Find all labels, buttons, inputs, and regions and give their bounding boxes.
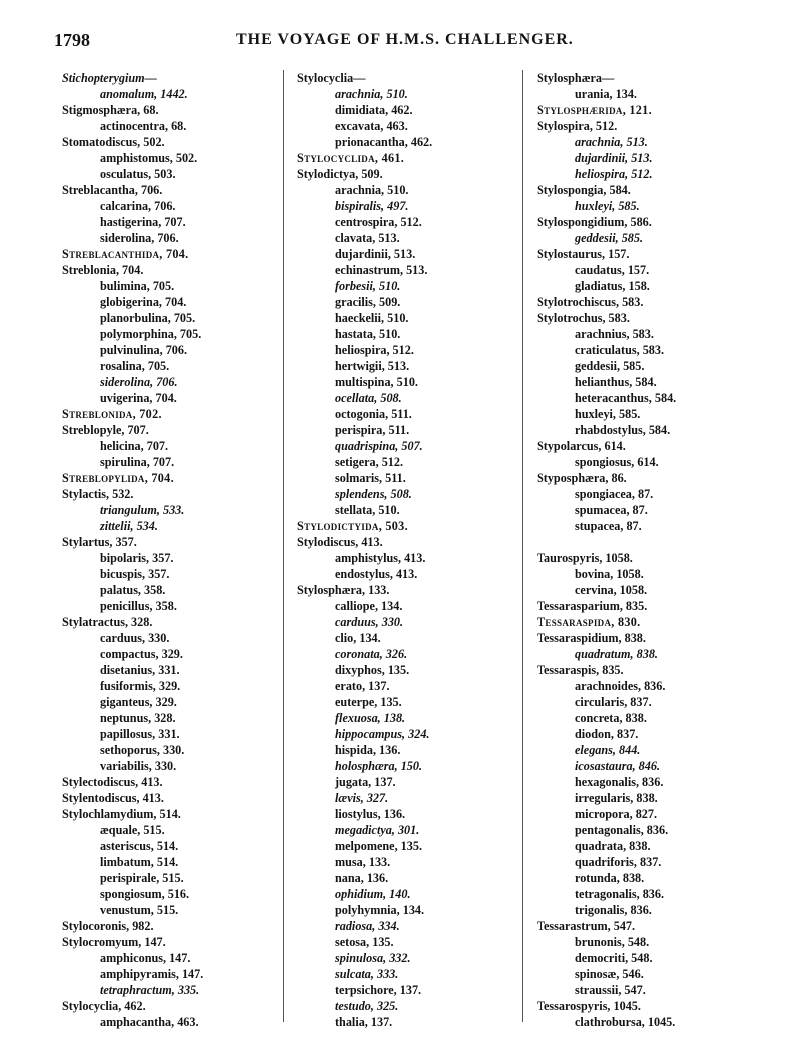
species-entry: octogonia, 511. [335,407,412,421]
species-entry: carduus, 330. [335,615,404,629]
species-entry: flexuosa, 138. [335,711,406,725]
species-entry: dujardinii, 513. [335,247,416,261]
genus-entry: Stylartus, 357. [62,535,137,549]
species-entry: setosa, 135. [335,935,394,949]
genus-entry: Stylosphæra— [537,71,615,85]
species-entry: geddesii, 585. [575,359,645,373]
species-entry: perispira, 511. [335,423,410,437]
species-entry: radiosa, 334. [335,919,400,933]
species-entry: giganteus, 329. [100,695,177,709]
species-entry: clavata, 513. [335,231,400,245]
species-entry: stupacea, 87. [575,519,642,533]
species-entry: sethoporus, 330. [100,743,185,757]
species-entry: papillosus, 331. [100,727,180,741]
species-entry: prionacantha, 462. [335,135,433,149]
species-entry: gracilis, 509. [335,295,401,309]
genus-entry: Stylospira, 512. [537,119,618,133]
column-divider-1 [283,70,284,1022]
genus-entry: Stylentodiscus, 413. [62,791,164,805]
species-entry: endostylus, 413. [335,567,418,581]
genus-entry: Taurospyris, 1058. [537,551,633,565]
species-entry: hexagonalis, 836. [575,775,664,789]
species-entry: spongiosus, 614. [575,455,659,469]
species-entry: siderolina, 706. [100,375,178,389]
species-entry: arachnia, 510. [335,87,408,101]
species-entry: triangulum, 533. [100,503,185,517]
species-entry: sulcata, 333. [335,967,399,981]
species-entry: rotunda, 838. [575,871,645,885]
species-entry: ocellata, 508. [335,391,402,405]
species-entry: democriti, 548. [575,951,653,965]
species-entry: clathrobursa, 1045. [575,1015,676,1029]
species-entry: quadratum, 838. [575,647,658,661]
species-entry: venustum, 515. [100,903,179,917]
index-column-2 [297,70,522,1030]
species-entry: concreta, 838. [575,711,647,725]
species-entry: jugata, 137. [335,775,396,789]
genus-entry: Tessarospyris, 1045. [537,999,641,1013]
species-entry: urania, 134. [575,87,637,101]
species-entry: melpomene, 135. [335,839,422,853]
species-entry: ophidium, 140. [335,887,411,901]
species-entry: hastata, 510. [335,327,401,341]
genus-entry: Stylocromyum, 147. [62,935,166,949]
genus-entry: Stomatodiscus, 502. [62,135,165,149]
species-entry: straussii, 547. [575,983,646,997]
species-entry: bulimina, 705. [100,279,175,293]
species-entry: erato, 137. [335,679,390,693]
genus-entry: Stylocyclia— [297,71,366,85]
species-entry: pulvinulina, 706. [100,343,188,357]
column-divider-2 [522,70,523,1022]
species-entry: calcarina, 706. [100,199,176,213]
species-entry: bipolaris, 357. [100,551,174,565]
species-entry: amphipyramis, 147. [100,967,204,981]
species-entry: haeckelii, 510. [335,311,409,325]
genus-entry: Stylochlamydium, 514. [62,807,181,821]
species-entry: carduus, 330. [100,631,170,645]
species-entry: lævis, 327. [335,791,389,805]
species-entry: fusiformis, 329. [100,679,181,693]
species-entry: musa, 133. [335,855,391,869]
species-entry: compactus, 329. [100,647,183,661]
species-entry: testudo, 325. [335,999,399,1013]
species-entry: clio, 134. [335,631,381,645]
species-entry: rosalina, 705. [100,359,170,373]
species-entry: bicuspis, 357. [100,567,170,581]
family-entry: Stylodictyida, 503. [297,519,408,533]
species-entry: megadictya, 301. [335,823,420,837]
species-entry: centrospira, 512. [335,215,422,229]
species-entry: cervina, 1058. [575,583,648,597]
species-entry: æquale, 515. [100,823,165,837]
species-entry: trigonalis, 836. [575,903,652,917]
species-entry: spongiacea, 87. [575,487,654,501]
species-entry: amphiconus, 147. [100,951,191,965]
species-entry: uvigerina, 704. [100,391,177,405]
species-entry: amphacantha, 463. [100,1015,199,1029]
species-entry: hispida, 136. [335,743,401,757]
species-entry: globigerina, 704. [100,295,187,309]
species-entry: bispiralis, 497. [335,199,409,213]
species-entry: bovina, 1058. [575,567,644,581]
genus-entry: Stylactis, 532. [62,487,134,501]
species-entry: nana, 136. [335,871,389,885]
species-entry: terpsichore, 137. [335,983,422,997]
genus-entry: Styposphæra, 86. [537,471,627,485]
species-entry: brunonis, 548. [575,935,650,949]
species-entry: arachnia, 513. [575,135,648,149]
species-entry: quadriforis, 837. [575,855,662,869]
species-entry: holosphæra, 150. [335,759,423,773]
index-column-1 [62,70,282,1030]
species-entry: anomalum, 1442. [100,87,188,101]
species-entry: osculatus, 503. [100,167,176,181]
species-entry: dimidiata, 462. [335,103,413,117]
species-entry: hippocampus, 324. [335,727,430,741]
species-entry: solmaris, 511. [335,471,406,485]
species-entry: dixyphos, 135. [335,663,410,677]
species-entry: neptunus, 328. [100,711,176,725]
genus-entry: Tessaraspis, 835. [537,663,624,677]
species-entry: amphistomus, 502. [100,151,198,165]
species-entry: actinocentra, 68. [100,119,187,133]
species-entry: helicina, 707. [100,439,169,453]
species-entry: perispirale, 515. [100,871,184,885]
species-entry: huxleyi, 585. [575,407,641,421]
species-entry: arachnoides, 836. [575,679,666,693]
species-entry: geddesii, 585. [575,231,644,245]
species-entry: micropora, 827. [575,807,658,821]
family-entry: Stylosphærida, 121. [537,103,652,117]
species-entry: elegans, 844. [575,743,641,757]
genus-entry: Stylocyclia, 462. [62,999,146,1013]
species-entry: gladiatus, 158. [575,279,650,293]
species-entry: heteracanthus, 584. [575,391,677,405]
genus-entry: Stylatractus, 328. [62,615,153,629]
genus-entry: Stylotrochus, 583. [537,311,630,325]
page-number: 1798 [54,30,90,50]
genus-entry: Stypolarcus, 614. [537,439,626,453]
species-entry: spinosæ, 546. [575,967,644,981]
family-entry: Streblopylida, 704. [62,471,174,485]
species-entry: polyhymnia, 134. [335,903,425,917]
genus-entry: Tessarasparium, 835. [537,599,648,613]
page-header [0,30,800,54]
species-entry: thalia, 137. [335,1015,393,1029]
species-entry: irregularis, 838. [575,791,658,805]
genus-entry: Stylodictya, 509. [297,167,383,181]
family-entry: Stylocyclida, 461. [297,151,405,165]
species-entry: arachnius, 583. [575,327,654,341]
genus-entry: Streblopyle, 707. [62,423,149,437]
genus-entry: Stichopterygium— [62,71,157,85]
species-entry: variabilis, 330. [100,759,177,773]
species-entry: excavata, 463. [335,119,408,133]
species-entry: amphistylus, 413. [335,551,426,565]
species-entry: diodon, 837. [575,727,639,741]
genus-entry: Stylospongidium, 586. [537,215,652,229]
species-entry: calliope, 134. [335,599,403,613]
family-entry: Tessaraspida, 830. [537,615,641,629]
genus-entry: Stylospongia, 584. [537,183,631,197]
genus-entry: Stylocoronis, 982. [62,919,154,933]
species-entry: hastigerina, 707. [100,215,186,229]
species-entry: forbesii, 510. [335,279,401,293]
species-entry: arachnia, 510. [335,183,409,197]
species-entry: penicillus, 358. [100,599,177,613]
species-entry: quadrata, 838. [575,839,651,853]
species-entry: huxleyi, 585. [575,199,640,213]
genus-entry: Tessaraspidium, 838. [537,631,646,645]
index-column-3 [537,70,777,1030]
species-entry: icosastaura, 846. [575,759,660,773]
species-entry: liostylus, 136. [335,807,406,821]
genus-entry: Stylostaurus, 157. [537,247,630,261]
species-entry: limbatum, 514. [100,855,179,869]
species-entry: heliospira, 512. [335,343,414,357]
species-entry: spirulina, 707. [100,455,175,469]
running-title: THE VOYAGE OF H.M.S. CHALLENGER. [236,31,574,48]
species-entry: disetanius, 331. [100,663,180,677]
genus-entry: Streblonia, 704. [62,263,144,277]
species-entry: spumacea, 87. [575,503,648,517]
species-entry: setigera, 512. [335,455,404,469]
species-entry: helianthus, 584. [575,375,657,389]
species-entry: tetragonalis, 836. [575,887,665,901]
family-entry: Streblonida, 702. [62,407,162,421]
species-entry: palatus, 358. [100,583,166,597]
species-entry: echinastrum, 513. [335,263,428,277]
genus-entry: Stylotrochiscus, 583. [537,295,644,309]
genus-entry: Stigmosphæra, 68. [62,103,159,117]
spacer [537,534,777,550]
species-entry: spinulosa, 332. [335,951,411,965]
species-entry: heliospira, 512. [575,167,653,181]
species-entry: dujardinii, 513. [575,151,653,165]
species-entry: coronata, 326. [335,647,408,661]
species-entry: euterpe, 135. [335,695,402,709]
genus-entry: Stylodiscus, 413. [297,535,383,549]
genus-entry: Tessarastrum, 547. [537,919,636,933]
genus-entry: Stylectodiscus, 413. [62,775,163,789]
species-entry: craticulatus, 583. [575,343,665,357]
genus-entry: Streblacantha, 706. [62,183,163,197]
species-entry: planorbulina, 705. [100,311,196,325]
species-entry: zittelii, 534. [100,519,158,533]
species-entry: stellata, 510. [335,503,400,517]
species-entry: asteriscus, 514. [100,839,179,853]
species-entry: tetraphractum, 335. [100,983,200,997]
genus-entry: Stylosphæra, 133. [297,583,390,597]
species-entry: siderolina, 706. [100,231,179,245]
species-entry: quadrispina, 507. [335,439,423,453]
species-entry: spongiosum, 516. [100,887,190,901]
species-entry: rhabdostylus, 584. [575,423,671,437]
family-entry: Streblacanthida, 704. [62,247,189,261]
species-entry: splendens, 508. [335,487,412,501]
species-entry: hertwigii, 513. [335,359,410,373]
species-entry: polymorphina, 705. [100,327,202,341]
species-entry: pentagonalis, 836. [575,823,669,837]
species-entry: caudatus, 157. [575,263,650,277]
species-entry: circularis, 837. [575,695,652,709]
species-entry: multispina, 510. [335,375,418,389]
